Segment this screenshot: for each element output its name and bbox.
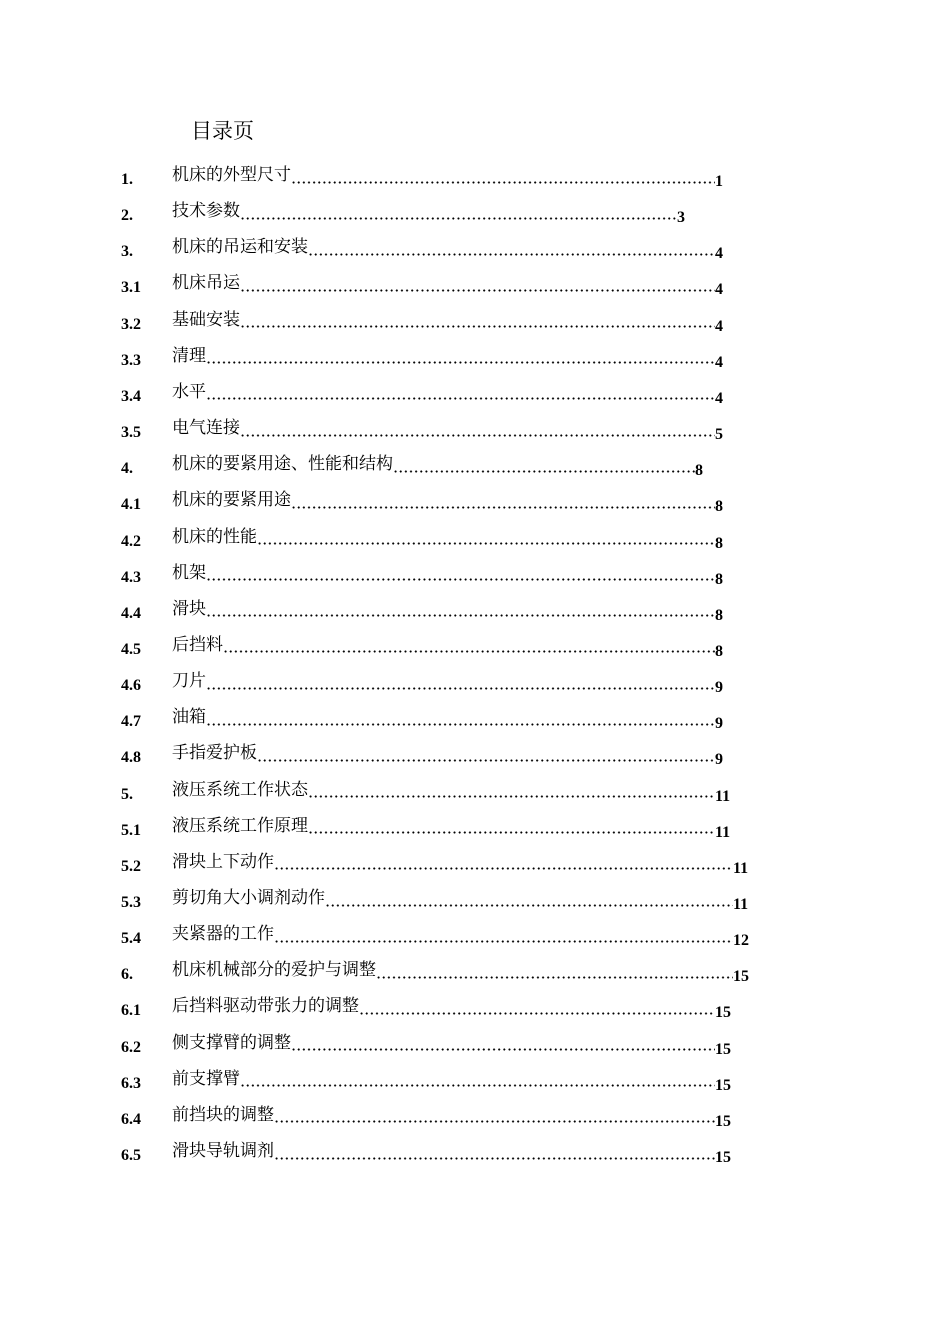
toc-entry[interactable] — [0, 160, 950, 196]
toc-entry-line — [172, 847, 748, 883]
dot-leader — [240, 217, 677, 220]
toc-entry-title: 清理 — [172, 345, 206, 366]
dot-leader — [240, 434, 715, 437]
toc-entry-line — [172, 558, 723, 594]
toc-entry-number: 3. — [121, 243, 133, 261]
toc-entry-line — [172, 522, 723, 558]
toc-entry-number: 3.1 — [121, 279, 141, 297]
toc-entry-title: 手指爱护板 — [172, 743, 257, 764]
toc-entry-title: 机床的性能 — [172, 526, 257, 547]
toc-entry-line — [172, 232, 723, 268]
toc-entry[interactable] — [0, 775, 950, 811]
toc-entry-title: 机床的吊运和安装 — [172, 237, 308, 258]
dot-leader — [393, 470, 695, 473]
toc-entry[interactable] — [0, 594, 950, 630]
toc-entry-title: 水平 — [172, 381, 206, 402]
dot-leader — [274, 940, 733, 943]
toc-entry-page-number: 15 — [715, 1040, 731, 1058]
dot-leader — [206, 578, 715, 581]
toc-entry-line — [172, 196, 685, 232]
toc-entry-title: 机架 — [172, 562, 206, 583]
dot-leader — [376, 976, 733, 979]
dot-leader — [240, 1084, 715, 1087]
toc-entry-title: 前支撑臂 — [172, 1068, 240, 1089]
toc-entry-title: 机床的外型尺寸 — [172, 165, 291, 185]
dot-leader — [291, 1048, 715, 1051]
toc-entry-page-number: 1 — [715, 173, 723, 190]
dot-leader — [308, 831, 715, 834]
toc-entry[interactable] — [0, 196, 950, 232]
toc-entry-title: 机床吊运 — [172, 273, 240, 294]
toc-entry-number: 4.3 — [121, 568, 141, 586]
toc-entry-title: 机床的要紧用途、性能和结构 — [172, 454, 393, 475]
toc-entry[interactable] — [0, 919, 950, 955]
toc-entry-title: 电气连接 — [172, 418, 240, 439]
toc-entry-title: 后挡料 — [172, 634, 223, 655]
toc-entry-title: 技术参数 — [172, 201, 240, 222]
toc-entry-line — [172, 775, 730, 811]
toc-entry-page-number: 8 — [715, 606, 723, 624]
toc-entry-line — [172, 919, 749, 955]
dot-leader — [291, 181, 715, 184]
toc-entry-page-number: 4 — [715, 317, 723, 335]
toc-entry-number: 6.3 — [121, 1074, 141, 1092]
toc-entry[interactable] — [0, 522, 950, 558]
toc-entry-page-number: 4 — [715, 353, 723, 371]
dot-leader — [206, 361, 715, 364]
dot-leader — [274, 867, 733, 870]
toc-entry-page-number: 8 — [715, 498, 723, 516]
toc-entry-number: 4. — [121, 460, 133, 478]
toc-entry-line — [172, 449, 703, 485]
dot-leader — [223, 650, 715, 653]
dot-leader — [257, 542, 715, 545]
toc-entry-line — [172, 160, 723, 196]
dot-leader — [325, 904, 733, 907]
dot-leader — [206, 397, 715, 400]
toc-entry-page-number: 3 — [677, 209, 685, 227]
dot-leader — [206, 687, 715, 690]
toc-entry[interactable] — [0, 811, 950, 847]
dot-leader — [240, 325, 715, 328]
dot-leader — [240, 289, 715, 292]
toc-entry-line — [172, 268, 723, 304]
toc-entry-number: 5.2 — [121, 857, 141, 875]
toc-entry-page-number: 12 — [733, 932, 749, 950]
toc-entry-line — [172, 485, 723, 521]
toc-entry-number: 4.2 — [121, 532, 141, 550]
toc-entry-line — [172, 702, 723, 738]
toc-entry-title: 液压系统工作原理 — [172, 815, 308, 836]
toc-entry[interactable] — [0, 883, 950, 919]
toc-entry[interactable] — [0, 377, 950, 413]
toc-entry-number: 3.4 — [121, 387, 141, 405]
toc-entry-line — [172, 413, 723, 449]
dot-leader — [257, 759, 715, 762]
toc-entry-page-number: 8 — [695, 462, 703, 480]
toc-entry-title: 滑块 — [172, 598, 206, 619]
toc-entry-page-number: 4 — [715, 245, 723, 263]
toc-entry-line — [172, 305, 723, 341]
toc-entry-page-number: 11 — [733, 859, 749, 877]
toc-entry-title: 侧支撑臂的调整 — [172, 1032, 291, 1053]
toc-entry-title: 滑块导轨调剂 — [172, 1141, 274, 1162]
toc-entry-page-number: 15 — [715, 1076, 731, 1094]
toc-entry[interactable] — [0, 1064, 950, 1100]
toc-entry-title: 滑块上下动作 — [172, 851, 274, 872]
toc-entry-number: 1. — [121, 171, 133, 188]
toc-entry[interactable] — [0, 666, 950, 702]
toc-entry-number: 6. — [121, 966, 133, 984]
toc-entry[interactable] — [0, 1136, 950, 1172]
toc-entry-number: 4.8 — [121, 749, 141, 767]
dot-leader — [308, 795, 715, 798]
toc-entry-number: 5.1 — [121, 821, 141, 839]
toc-entry-number: 6.2 — [121, 1038, 141, 1056]
toc-entry-page-number: 15 — [733, 968, 749, 986]
toc-entry[interactable] — [0, 955, 950, 991]
toc-entry-title: 基础安装 — [172, 309, 240, 330]
dot-leader — [206, 614, 715, 617]
toc-entry-title: 机床的要紧用途 — [172, 490, 291, 511]
toc-entry-title: 前挡块的调整 — [172, 1104, 274, 1125]
toc-entry-page-number: 15 — [715, 1004, 731, 1022]
toc-entry[interactable] — [0, 702, 950, 738]
toc-entry-number: 5.4 — [121, 930, 141, 948]
toc-entry[interactable] — [0, 341, 950, 377]
toc-entry-title: 液压系统工作状态 — [172, 779, 308, 800]
toc-entry-page-number: 15 — [715, 1149, 731, 1167]
toc-entry-number: 5. — [121, 785, 133, 803]
toc-entry-number: 4.4 — [121, 604, 141, 622]
toc-entry-line — [172, 955, 749, 991]
toc-entry-number: 6.5 — [121, 1147, 141, 1165]
toc-entry[interactable] — [0, 485, 950, 521]
toc-entry-page-number: 15 — [715, 1112, 731, 1130]
toc-entry-line — [172, 341, 723, 377]
toc-entry-title: 机床机械部分的爱护与调整 — [172, 960, 376, 981]
toc-entry-title: 油箱 — [172, 707, 206, 728]
toc-entry-page-number: 11 — [733, 896, 749, 913]
toc-entry-number: 3.2 — [121, 315, 141, 333]
toc-entry[interactable] — [0, 413, 950, 449]
toc-entry-number: 6.4 — [121, 1110, 141, 1128]
toc-entry-line — [172, 1100, 731, 1136]
toc-entry[interactable] — [0, 1100, 950, 1136]
toc-entry[interactable] — [0, 449, 950, 485]
toc-entry-title: 夹紧器的工作 — [172, 924, 274, 945]
toc-entry-page-number: 11 — [715, 823, 731, 841]
toc-entry-number: 2. — [121, 207, 133, 225]
toc-entry-line — [172, 666, 723, 702]
toc-entry-page-number: 9 — [715, 751, 723, 769]
toc-entry-number: 4.5 — [121, 640, 141, 658]
toc-entry-page-number: 9 — [715, 715, 723, 733]
toc-entry-number: 4.7 — [121, 713, 141, 731]
toc-entry-title: 后挡料驱动带张力的调整 — [172, 996, 359, 1017]
toc-entry-number: 4.6 — [121, 677, 141, 695]
toc-entry-number: 3.5 — [121, 424, 141, 442]
toc-entry-page-number: 8 — [715, 570, 723, 588]
toc-entry-line — [172, 377, 723, 413]
toc-entry[interactable] — [0, 738, 950, 774]
dot-leader — [291, 506, 715, 509]
toc-entry[interactable] — [0, 305, 950, 341]
toc-entry[interactable] — [0, 1028, 950, 1064]
dot-leader — [359, 1012, 715, 1015]
dot-leader — [308, 253, 715, 256]
toc-entry[interactable] — [0, 558, 950, 594]
dot-leader — [274, 1120, 715, 1123]
toc-entry-page-number: 11 — [715, 787, 731, 805]
dot-leader — [274, 1157, 715, 1160]
toc-entry-title: 剪切角大小调剂动作 — [172, 888, 325, 908]
toc-entry-line — [172, 738, 723, 774]
toc-entry[interactable] — [0, 232, 950, 268]
toc-entry-page-number: 8 — [715, 534, 723, 552]
toc-entry-number: 4.1 — [121, 496, 141, 514]
toc-entry-line — [172, 883, 748, 919]
toc-entry-page-number: 5 — [715, 426, 723, 444]
toc-entry[interactable] — [0, 630, 950, 666]
toc-entry-page-number: 8 — [715, 642, 723, 660]
toc-entry-line — [172, 594, 723, 630]
toc-entry-page-number: 4 — [715, 389, 723, 407]
toc-entry[interactable] — [0, 268, 950, 304]
toc-entry-page-number: 4 — [715, 281, 723, 299]
page-title: 目录页 — [191, 119, 254, 143]
toc-entry[interactable] — [0, 991, 950, 1027]
toc-entry-line — [172, 991, 731, 1027]
toc-entry-number: 3.3 — [121, 351, 141, 369]
toc-entry-title: 刀片 — [172, 671, 206, 692]
dot-leader — [206, 723, 715, 726]
toc-entry-line — [172, 1136, 731, 1172]
toc-entry-line — [172, 630, 723, 666]
toc-entry-line — [172, 811, 730, 847]
toc-entry-line — [172, 1028, 731, 1064]
toc-entry-number: 6.1 — [121, 1002, 141, 1020]
toc-entry-page-number: 9 — [715, 679, 723, 697]
toc-entry-line — [172, 1064, 731, 1100]
toc-entry[interactable] — [0, 847, 950, 883]
toc-entry-number: 5.3 — [121, 894, 141, 911]
